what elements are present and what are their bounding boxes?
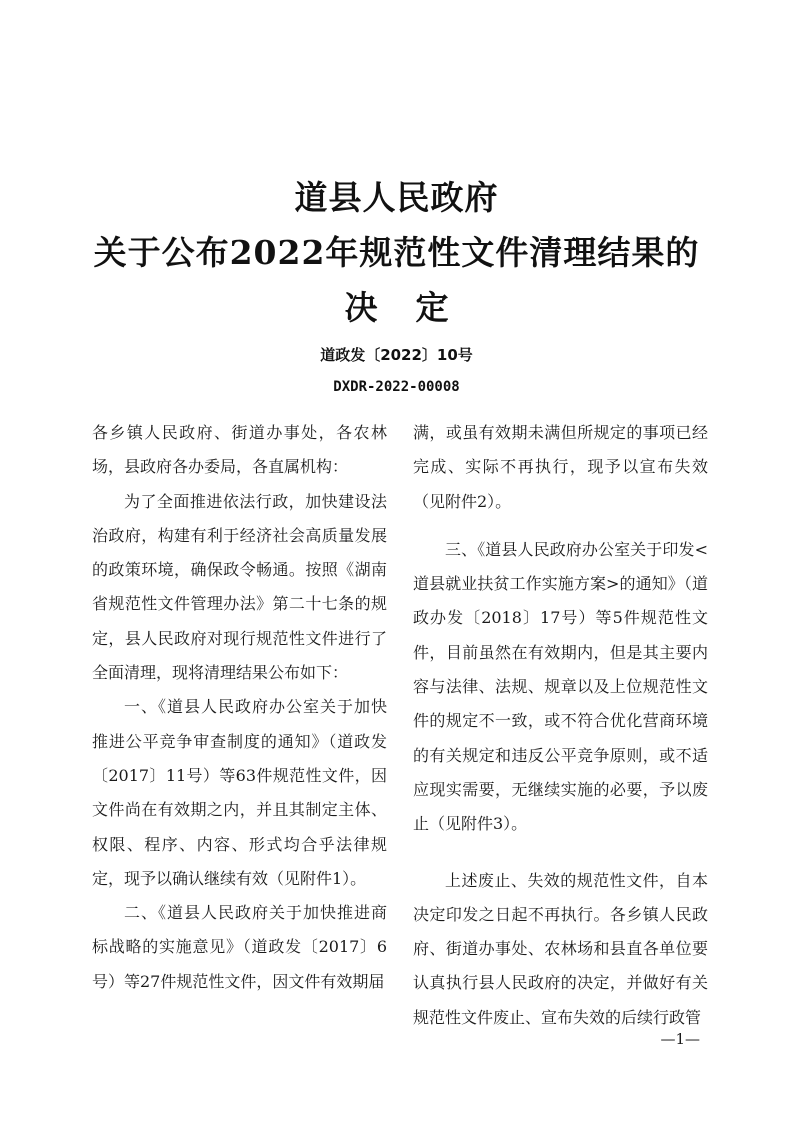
item-2-paragraph-start: 二、《道县人民政府关于加快推进商标战略的实施意见》（道政发〔2017〕6号）等27件规范性文件，因文件有效期届 xyxy=(92,903,387,991)
item-2-paragraph-end: 满，或虽有效期未满但所规定的事项已经完成、实际不再执行，现予以宣布失效（见附件2）。 xyxy=(413,423,708,511)
body-columns xyxy=(92,416,708,1027)
closing-paragraph: 上述废止、失效的规范性文件，自本决定印发之日起不再执行。各乡镇人民政府、街道办事处、农林场和县直各单位要认真执行县人民政府的决定，并做好有关规范性文件废止、宣布失效的后续行政管 xyxy=(413,870,708,1027)
page-number: —1— xyxy=(660,1030,700,1048)
document-number: 道政发〔2022〕10号 xyxy=(320,346,473,364)
title-line-3: 决定 xyxy=(344,288,487,327)
addressee: 各乡镇人民政府、街道办事处，各农林场，县政府各办委局，各直属机构： xyxy=(92,423,387,477)
title-line-1: 道县人民政府 xyxy=(294,178,499,217)
left-column xyxy=(92,416,387,999)
title-block xyxy=(0,170,793,397)
title-line-2: 关于公布2022年规范性文件清理结果的 xyxy=(93,233,700,272)
right-column xyxy=(413,416,708,1035)
item-3-paragraph: 三、《道县人民政府办公室关于印发<道县就业扶贫工作实施方案>的通知》（道政办发〔2018〕17号）等5件规范性文件，目前虽然在有效期内，但是其主要内容与法律、法规、规章以及上位规范性文件的规定不一致，或不符合优化营商环境的有关规定和违反公平竞争原则，或不适应现实需要，无继续实施的必要，予以废止（见附件3）。 xyxy=(413,539,708,834)
intro-paragraph: 为了全面推进依法行政，加快建设法治政府，构建有利于经济社会高质量发展的政策环境，确保政令畅通。按照《湖南省规范性文件管理办法》第二十七条的规定，县人民政府对现行规范性文件进行了全面清理，现将清理结果公布如下： xyxy=(92,491,387,683)
document-code: DXDR-2022-00008 xyxy=(333,379,460,395)
item-1-paragraph: 一、《道县人民政府办公室关于加快推进公平竞争审查制度的通知》（道政发〔2017〕11号）等63件规范性文件，因文件尚在有效期之内，并且其制定主体、权限、程序、内容、形式均合乎法律规定，现予以确认继续有效（见附件1）。 xyxy=(92,697,387,888)
